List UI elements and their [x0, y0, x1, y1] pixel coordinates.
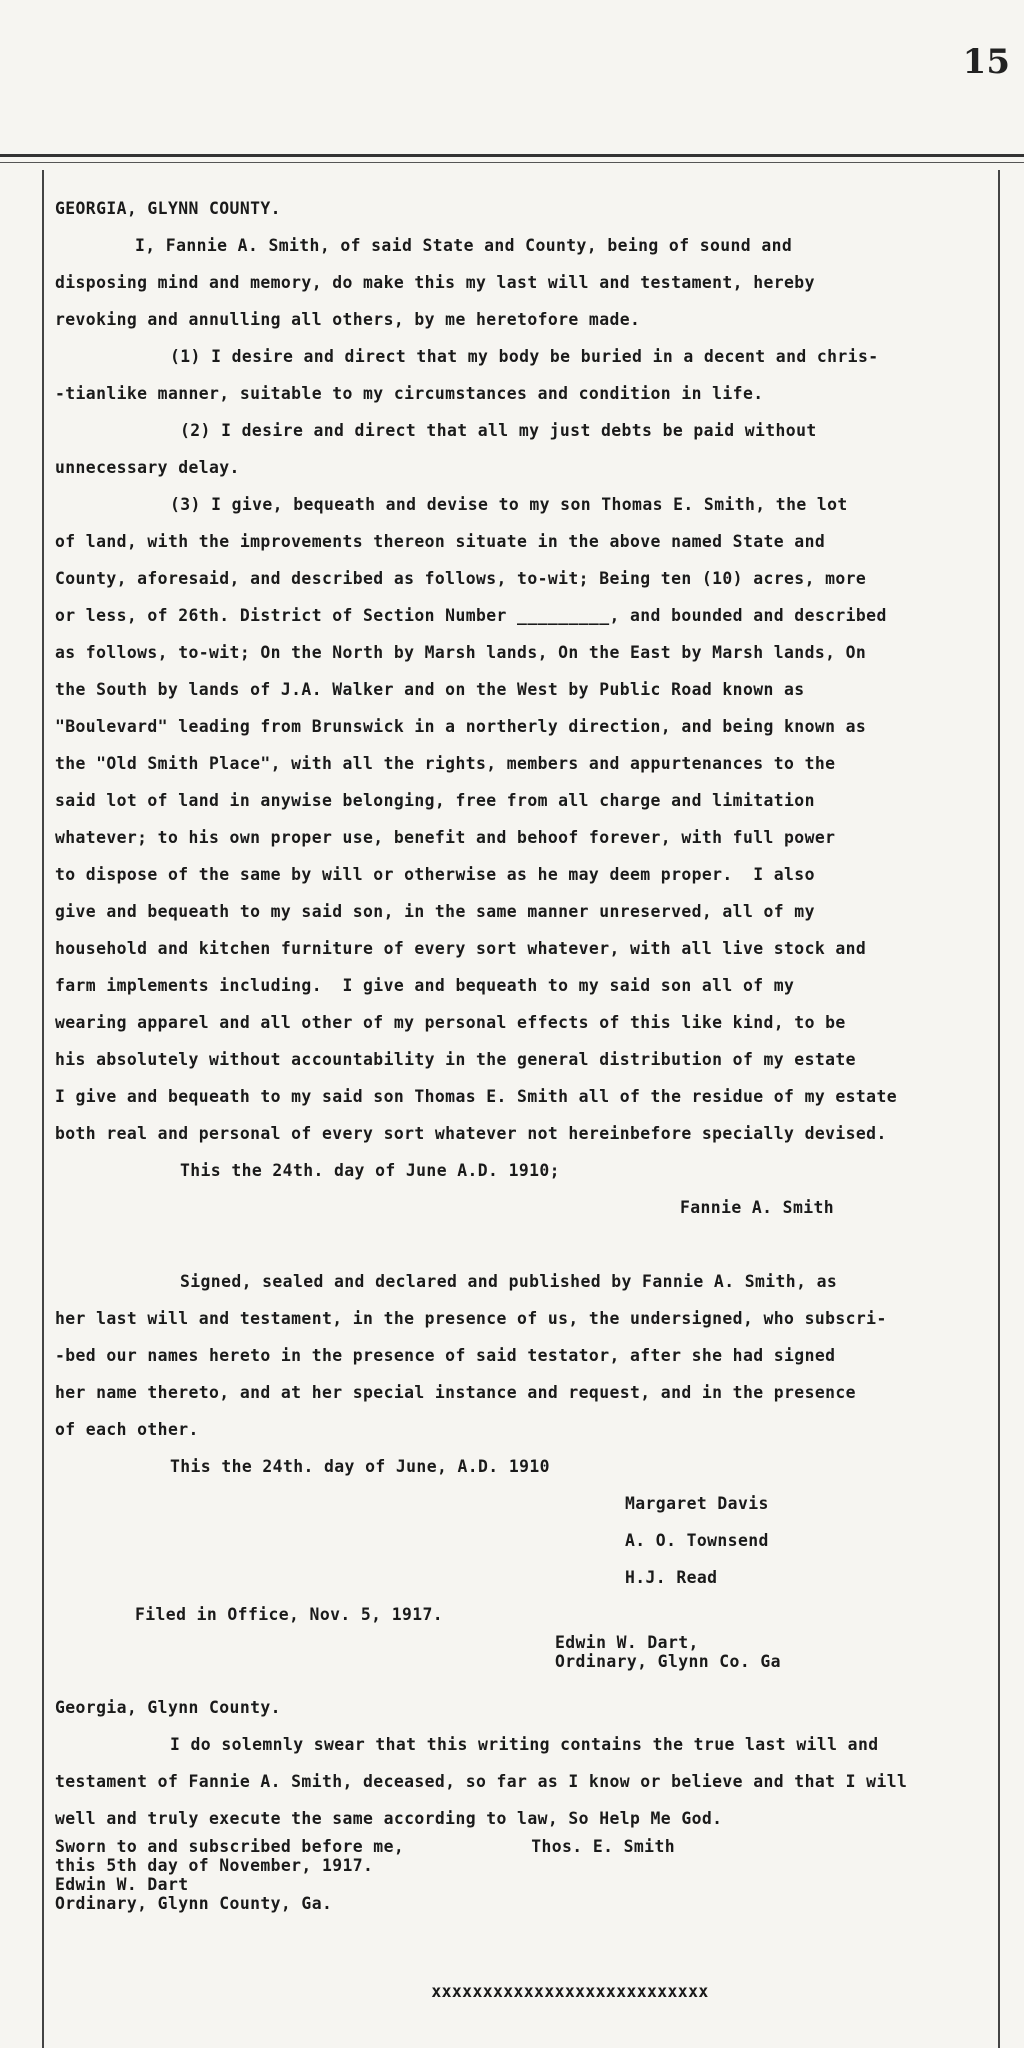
item3-line: household and kitchen furniture of every sort whatever, with all live stock and: [55, 939, 867, 958]
attest-line: -bed our names hereto in the presence of said testator, after she had signed: [55, 1346, 836, 1365]
testator-signature: Fannie A. Smith: [680, 1198, 835, 1217]
item1-line: -tianlike manner, suitable to my circumstances and condition in life.: [55, 384, 764, 403]
date-line-2: This the 24th. day of June, A.D. 1910: [170, 1457, 550, 1476]
item3-line: said lot of land in anywise belonging, free from all charge and limitation: [55, 791, 815, 810]
page-number: 15: [962, 42, 1010, 82]
item3-line: as follows, to-wit; On the North by Marsh lands, On the East by Marsh lands, On: [55, 643, 867, 662]
item2-line: unnecessary delay.: [55, 458, 240, 477]
top-rule-thin: [0, 162, 1024, 163]
oath-line: testament of Fannie A. Smith, deceased, so far as I know or believe and that I will: [55, 1772, 908, 1791]
item3-line: County, aforesaid, and described as follows, to-wit; Being ten (10) acres, more: [55, 569, 867, 588]
item3-line: whatever; to his own proper use, benefit and behoof forever, with full power: [55, 828, 836, 847]
sworn-line: this 5th day of November, 1917.: [55, 1856, 374, 1875]
ordinary-title: Ordinary, Glynn Co. Ga: [555, 1652, 781, 1671]
sworn-row: [55, 1837, 1005, 1856]
oath-line: well and truly execute the same according to law, So Help Me God.: [55, 1809, 723, 1828]
top-rule: [0, 154, 1024, 157]
item3-line: of land, with the improvements thereon situate in the above named State and: [55, 532, 826, 551]
item3-line: (3) I give, bequeath and devise to my son Thomas E. Smith, the lot: [170, 495, 848, 514]
will-line: revoking and annulling all others, by me heretofore made.: [55, 310, 641, 329]
item3-line: the "Old Smith Place", with all the rights, members and appurtenances to the: [55, 754, 836, 773]
heading: GEORGIA, GLYNN COUNTY.: [55, 199, 281, 218]
sworn-line: Sworn to and subscribed before me,: [55, 1837, 405, 1856]
item1-line: (1) I desire and direct that my body be buried in a decent and chris-: [170, 347, 879, 366]
item3-line: or less, of 26th. District of Section Number _________, and bounded and described: [55, 606, 887, 625]
document-body: [55, 190, 1005, 2010]
attest-line: of each other.: [55, 1420, 199, 1439]
will-line: disposing mind and memory, do make this my last will and testament, hereby: [55, 273, 815, 292]
item3-line: to dispose of the same by will or otherwise as he may deem proper. I also: [55, 865, 815, 884]
item3-line: give and bequeath to my said son, in the same manner unreserved, all of my: [55, 902, 815, 921]
witness-name: A. O. Townsend: [625, 1531, 769, 1550]
attest-line: Signed, sealed and declared and published by Fannie A. Smith, as: [180, 1272, 838, 1291]
executor-signature: Thos. E. Smith: [531, 1837, 675, 1856]
item3-line: the South by lands of J.A. Walker and on the West by Public Road known as: [55, 680, 805, 699]
item2-line: (2) I desire and direct that all my just debts be paid without: [180, 421, 817, 440]
separator-line: xxxxxxxxxxxxxxxxxxxxxxxxxxx: [431, 1982, 709, 2001]
will-line: I, Fannie A. Smith, of said State and County, being of sound and: [135, 236, 793, 255]
filed-line: Filed in Office, Nov. 5, 1917.: [135, 1605, 444, 1624]
oath-line: I do solemnly swear that this writing contains the true last will and: [170, 1735, 879, 1754]
item3-line: farm implements including. I give and bequeath to my said son all of my: [55, 976, 795, 995]
item3-line: "Boulevard" leading from Brunswick in a northerly direction, and being known as: [55, 717, 867, 736]
item3-line: his absolutely without accountability in the general distribution of my estate: [55, 1050, 856, 1069]
ordinary-name: Edwin W. Dart,: [555, 1633, 699, 1652]
sworn-line: Ordinary, Glynn County, Ga.: [55, 1894, 333, 1913]
witness-name: H.J. Read: [625, 1568, 718, 1587]
attest-line: her name thereto, and at her special instance and request, and in the presence: [55, 1383, 856, 1402]
item3-line: both real and personal of every sort whatever not hereinbefore specially devised.: [55, 1124, 887, 1143]
heading-2: Georgia, Glynn County.: [55, 1698, 281, 1717]
attest-line: her last will and testament, in the presence of us, the undersigned, who subscri-: [55, 1309, 887, 1328]
item3-line: wearing apparel and all other of my personal effects of this like kind, to be: [55, 1013, 846, 1032]
item3-line: I give and bequeath to my said son Thomas E. Smith all of the residue of my estate: [55, 1087, 897, 1106]
sworn-line: Edwin W. Dart: [55, 1875, 189, 1894]
witness-name: Margaret Davis: [625, 1494, 769, 1513]
date-line: This the 24th. day of June A.D. 1910;: [180, 1161, 560, 1180]
